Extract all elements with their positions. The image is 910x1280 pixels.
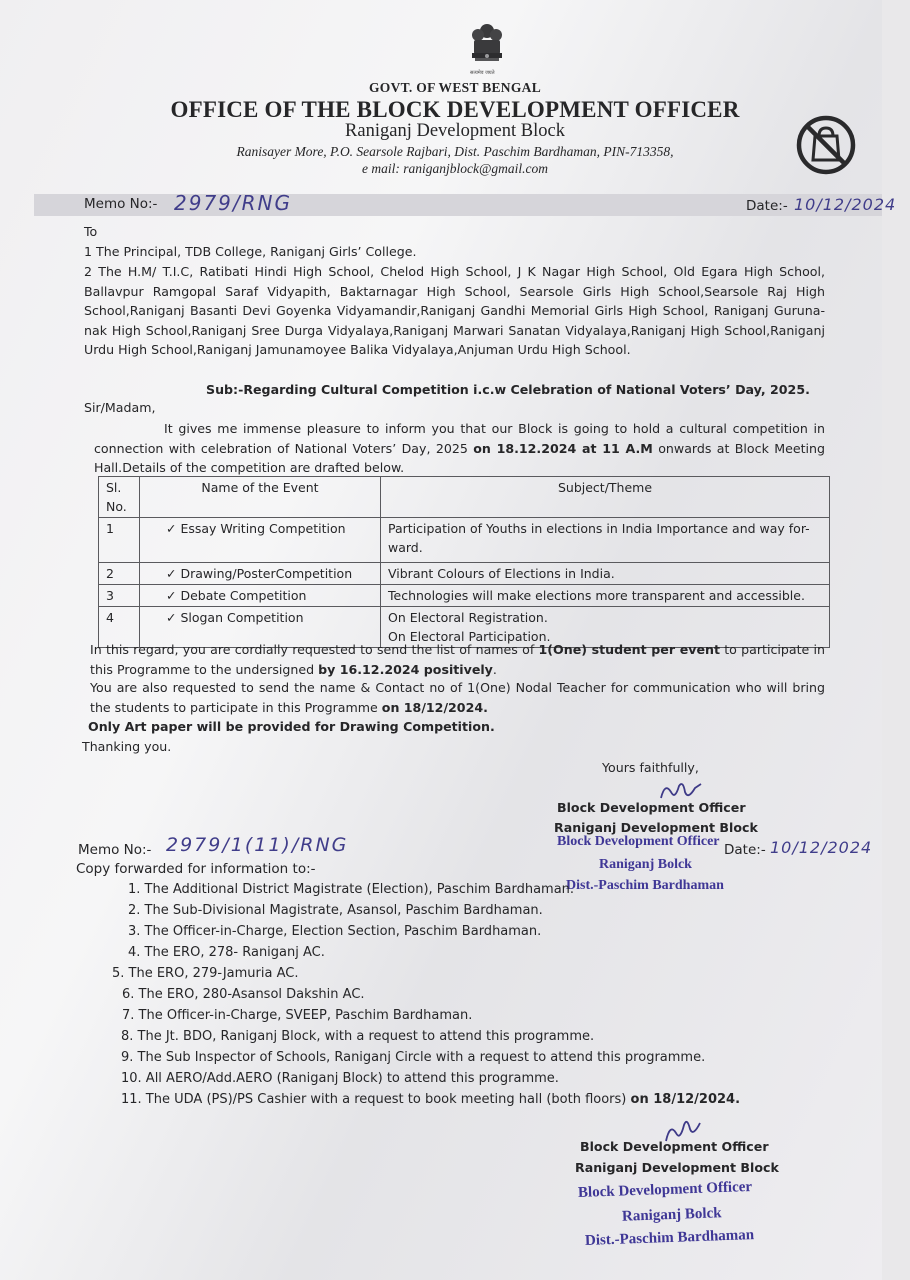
intro-paragraph bbox=[94, 419, 825, 478]
to-label: To bbox=[84, 224, 98, 239]
list-item: 4. The ERO, 278- Raniganj AC. bbox=[128, 945, 325, 960]
memo-date-label: Date:- bbox=[746, 198, 788, 214]
para1-c: to participate in this Programme to the undersigned bbox=[90, 642, 825, 677]
row-event: ✓ Drawing/PosterCompetition bbox=[140, 563, 381, 585]
memo2-number: 2979/1(11)/RNG bbox=[166, 834, 349, 856]
state-emblem-icon bbox=[466, 22, 508, 70]
row-event: ✓ Essay Writing Competition bbox=[140, 518, 381, 563]
subject-line: Sub:-Regarding Cultural Competition i.c.w Celebration of National Voters’ Day, 2025. bbox=[206, 382, 810, 397]
list-item: 6. The ERO, 280-Asansol Dakshin AC. bbox=[122, 987, 365, 1002]
copy-list bbox=[112, 879, 740, 1110]
sig1-stamp-block: Raniganj Bolck bbox=[599, 857, 692, 872]
table-row bbox=[99, 518, 830, 563]
copy-forwarded-label: Copy forwarded for information to:- bbox=[76, 861, 316, 877]
address-line: Ranisayer More, P.O. Searsole Rajbari, Dist. Paschim Bardhaman, PIN-713358, bbox=[236, 144, 674, 159]
recipient-line-2: 2 The H.M/ T.I.C, Ratibati Hindi High School, Chelod High School, J K Nagar High School, Old Egara High School, Ballavpur Ramgopal Saraf Vidyapith, Baktarnagar High School, Searsole Girls High School,Searsole Raj High School,Raniganj Basanti Devi Goyenka Vidyamandir,Raniganj Gandhi Memorial Girls High School, Raniganj Guruna-nak High School,Raniganj Sree Durga Vidyalaya,Raniganj Marwari Sanatan Vidyalaya,Raniganj High School,Raniganj Urdu High School,Raniganj Jamunamoyee Balika Vidyalaya,Anjuman Urdu High School. bbox=[84, 264, 825, 357]
list-item: 8. The Jt. BDO, Raniganj Block, with a request to attend this programme. bbox=[121, 1029, 595, 1044]
header-sl: Sl. No. bbox=[99, 477, 140, 518]
para2-b: on 18/12/2024. bbox=[381, 700, 488, 715]
theme-line: On Electoral Registration. bbox=[388, 610, 548, 625]
para1-d: by 16.12.2024 positively bbox=[318, 662, 493, 677]
block-heading: Raniganj Development Block bbox=[345, 121, 565, 141]
sig1-block: Raniganj Development Block bbox=[554, 820, 758, 835]
para1-a: In this regard, you are cordially requested to send the list of names of bbox=[90, 642, 539, 657]
memo-number: 2979/RNG bbox=[174, 191, 292, 215]
para2-a: You are also requested to send the name & Contact no of 1(One) Nodal Teacher for communication who will bring the students to participate in this Programme bbox=[90, 680, 825, 715]
row-event: ✓ Debate Competition bbox=[140, 585, 381, 607]
sig2-title: Block Development Officer bbox=[580, 1139, 769, 1154]
intro-event-time: on 18.12.2024 at 11 A.M bbox=[473, 440, 653, 456]
salutation: Sir/Madam, bbox=[84, 400, 156, 415]
row-sl: 4 bbox=[99, 607, 140, 648]
row-theme: Vibrant Colours of Elections in India. bbox=[381, 563, 830, 585]
list-item: 10. All AERO/Add.AERO (Raniganj Block) to attend this programme. bbox=[121, 1071, 559, 1086]
list-item: 9. The Sub Inspector of Schools, Raniganj Circle with a request to attend this programme. bbox=[121, 1050, 706, 1065]
memo-label: Memo No:- bbox=[84, 196, 158, 212]
memo-date: 10/12/2024 bbox=[794, 195, 897, 214]
list-item-text: 11. The UDA (PS)/PS Cashier with a request to book meeting hall (both floors) bbox=[121, 1092, 631, 1107]
sig2-block: Raniganj Development Block bbox=[575, 1160, 779, 1175]
theme-line: On Electoral Participation. bbox=[388, 629, 551, 644]
intro-part-2: onwards at Block Meeting Hall.Details of the competition are drafted below. bbox=[94, 440, 825, 475]
no-plastic-logo-icon bbox=[795, 114, 857, 176]
yours-faithfully: Yours faithfully, bbox=[602, 760, 699, 775]
list-item: 7. The Officer-in-Charge, SVEEP, Paschim Bardhaman. bbox=[122, 1008, 473, 1023]
office-heading: OFFICE OF THE BLOCK DEVELOPMENT OFFICER bbox=[170, 97, 740, 122]
row-theme: Participation of Youths in elections in India Importance and way for-ward. bbox=[381, 518, 830, 563]
list-item: 5. The ERO, 279-Jamuria AC. bbox=[112, 966, 299, 981]
para1-b: 1(One) student per event bbox=[538, 642, 720, 657]
list-item: 3. The Officer-in-Charge, Election Section, Paschim Bardhaman. bbox=[128, 924, 542, 939]
sig1-stamp-title: Block Development Officer bbox=[557, 834, 720, 849]
row-event: ✓ Slogan Competition bbox=[140, 607, 381, 648]
art-paper-note: Only Art paper will be provided for Drawing Competition. bbox=[88, 719, 495, 734]
memo2-label: Memo No:- bbox=[78, 842, 152, 858]
events-table bbox=[98, 476, 830, 648]
table-row bbox=[99, 563, 830, 585]
sig1-title: Block Development Officer bbox=[557, 800, 746, 815]
header-theme: Subject/Theme bbox=[381, 477, 830, 518]
table-row bbox=[99, 585, 830, 607]
list-item: 1. The Additional District Magistrate (Election), Paschim Bardhaman. bbox=[128, 882, 575, 897]
govt-heading: GOVT. OF WEST BENGAL bbox=[368, 80, 542, 95]
recipient-line-1: 1 The Principal, TDB College, Raniganj Girls’ College. bbox=[84, 244, 417, 259]
sig2-stamp-district: Dist.-Paschim Bardhaman bbox=[584, 1227, 755, 1249]
list-item-date: on 18/12/2024. bbox=[630, 1092, 741, 1107]
memo2-date-label: Date:- bbox=[724, 842, 766, 858]
thanking-you: Thanking you. bbox=[82, 739, 172, 754]
emblem-motto: सत्यमेव जयते bbox=[470, 70, 495, 76]
list-item: 2. The Sub-Divisional Magistrate, Asansol, Paschim Bardhaman. bbox=[128, 903, 543, 918]
para1-e: . bbox=[492, 662, 497, 677]
row-sl: 3 bbox=[99, 585, 140, 607]
sig1-stamp-district: Dist.-Paschim Bardhaman bbox=[566, 878, 724, 893]
email-line: e mail: raniganjblock@gmail.com bbox=[361, 161, 548, 176]
sig2-stamp-title: Block Development Officer bbox=[577, 1178, 753, 1202]
sig2-stamp-block: Raniganj Bolck bbox=[621, 1205, 722, 1225]
row-sl: 1 bbox=[99, 518, 140, 563]
memo2-date: 10/12/2024 bbox=[770, 838, 873, 857]
row-sl: 2 bbox=[99, 563, 140, 585]
row-theme: Technologies will make elections more transparent and accessible. bbox=[381, 585, 830, 607]
header-event: Name of the Event bbox=[140, 477, 381, 518]
table-header-row bbox=[99, 477, 830, 518]
intro-part-1: It gives me immense pleasure to inform you that our Block is going to hold a cultural competition in connection with celebration of National Voters’ Day, 2025 bbox=[94, 421, 825, 456]
request-paragraph-2 bbox=[90, 678, 825, 718]
list-item bbox=[112, 1089, 740, 1110]
request-paragraph-1 bbox=[90, 640, 825, 680]
